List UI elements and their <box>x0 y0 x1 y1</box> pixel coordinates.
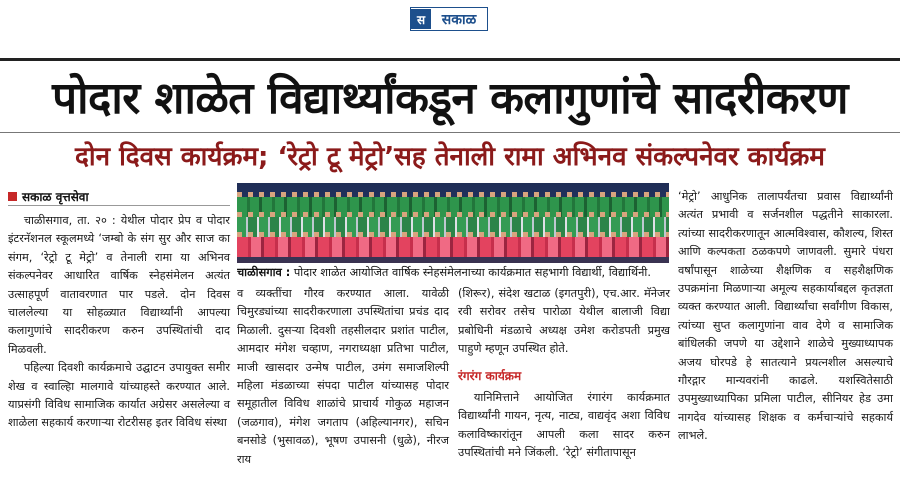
byline-text: सकाळ वृत्तसेवा <box>22 190 89 204</box>
top-rule <box>0 58 900 61</box>
column-3-paragraph-1: (शिरूर), संदेश खटाळ (इगतपुरी), एच.आर. मॅनेजर रवी सरोवर तसेच पारोळा येथील बालाजी विद्या प्रबोधिनी मंडळाचे अध्यक्ष उमेश करोडपती प्रमुख पाहुणे म्हणून उपस्थित होते. <box>458 287 670 356</box>
byline <box>8 188 89 205</box>
group-photo <box>237 183 669 263</box>
column-1-paragraph-2: पहिल्या दिवशी कार्यक्रमाचे उद्घाटन उपायुक्त समीर शेख व स्वाल्हिा मालगावे यांच्याहस्ते करण्यात आले. याप्रसंगी विविध सामाजिक कार्यात अग्रेसर असलेल्या व शाळेला सहकार्य करणाऱ्या रोटरीसह इतर विविध संस्था <box>8 361 230 430</box>
section-subheading: रंगरंग कार्यक्रम <box>458 368 522 383</box>
column-4-text: ‘मेट्रो’ आधुनिक तालापर्यंतचा प्रवास विद्यार्थ्यांनी अत्यंत प्रभावी व सर्जनशील पद्धतीने साकारला. त्यांच्या सादरीकरणातून आत्मविश्वास, कौशल्य, शिस्त आणि कल्पकता ठळकपणे जाणवली. सुमारे पंधरा वर्षांपासून शाळेच्या शैक्षणिक व सहशैक्षणिक उपक्रमांना मिळणाऱ्या अमूल्य सहकार्याबद्दल कृतज्ञता व्यक्त करण्यात आली. विद्यार्थ्यांचा सर्वांगीण विकास, त्यांच्या सुप्त कलागुणांना वाव देणे व सामाजिक बांधिलकी जपणे या उद्देशाने शाळेचे मुख्याध्यापक अजय घोरपडे हे सातत्याने प्रयत्नशील असल्याचे गौरद्गार मान्यवरांनी काढले. यशस्वितेसाठी उपमुख्याध्यापिका प्रमिला पाटील, सीनियर हेड उमा नागदेव यांच्यासह शिक्षक व कर्मचाऱ्यांचे सहकार्य लाभले. <box>678 190 893 443</box>
article-subheadline: दोन दिवस कार्यक्रम; ‘रेट्रो टू मेट्रो’सह तेनाली रामा अभिनव संकल्पनेवर कार्यक्रम <box>75 142 825 172</box>
article-headline: पोदार शाळेत विद्यार्थ्यांकडून कलागुणांचे सादरीकरण <box>52 73 848 124</box>
article-column-4 <box>678 188 893 446</box>
logo-text: सकाळ <box>441 11 477 28</box>
article-column-3 <box>458 285 670 463</box>
column-1-paragraph-1: चाळीसगाव, ता. २० : येथील पोदार प्रेप व पोदार इंटरनॅशनल स्कूलमध्ये ‘जम्बो के संग सुर और साज का संगम, ‘रेट्रो टू मेट्रो’ व तेनाली रामा या अभिनव संकल्पनेवर आधारित वार्षिक स्नेहसंमेलन अत्यंत उत्साहपूर्ण वातावरणात पार पडले. दोन दिवस चाललेल्या या सोहळ्यात विद्यार्थ्यांनी आपल्या कलागुणांचे सादरीकरण करुन उपस्थितांची दाद मिळवली. <box>8 214 230 356</box>
headline-rule <box>0 132 900 133</box>
logo-mark: स <box>411 9 431 29</box>
photo-caption-text: पोदार शाळेत आयोजित वार्षिक स्नेहसंमेलनाच्या कार्यक्रमात सहभागी विद्यार्थी, विद्यार्थिनी. <box>293 266 651 279</box>
photo-caption <box>237 263 669 282</box>
byline-rule <box>8 205 230 206</box>
photo-caption-label: चाळीसगाव : <box>237 266 291 279</box>
photo-row-front <box>237 237 669 257</box>
article-column-2 <box>237 285 449 469</box>
byline-marker-icon <box>8 192 17 201</box>
article-column-1 <box>8 212 230 433</box>
newspaper-logo <box>410 7 488 31</box>
column-3-paragraph-2: यानिमित्ताने आयोजित रंगारंग कार्यक्रमात विद्यार्थ्यांनी गायन, नृत्य, नाट्य, वाद्यवृंद अशा विविध कलाविष्कारांतून आपली कला सादर करुन उपस्थितांची मने जिंकली. ‘रेट्रो’ संगीतापासून <box>458 391 670 460</box>
column-2-text: व व्यक्तींचा गौरव करण्यात आला. यावेळी चिमुरड्यांच्या सादरीकरणाला उपस्थितांचा प्रचंड दाद मिळाली. दुसऱ्या दिवशी तहसीलदार प्रशांत पाटील, आमदार मंगेश चव्हाण, नगराध्यक्षा प्रतिभा पाटील, माजी खासदार उन्मेष पाटील, उमंग समाजशिल्पी महिला मंडळाच्या संपदा पाटील यांच्यासह पोदार समूहातील विविध शाळांचे प्राचार्य गोकुळ महाजन (जळगाव), मंगेश जगताप (अहिल्यानगर), सचिन बनसोडे (भुसावळ), भूषण उपासनी (धुळे), नीरज राय <box>237 287 449 466</box>
